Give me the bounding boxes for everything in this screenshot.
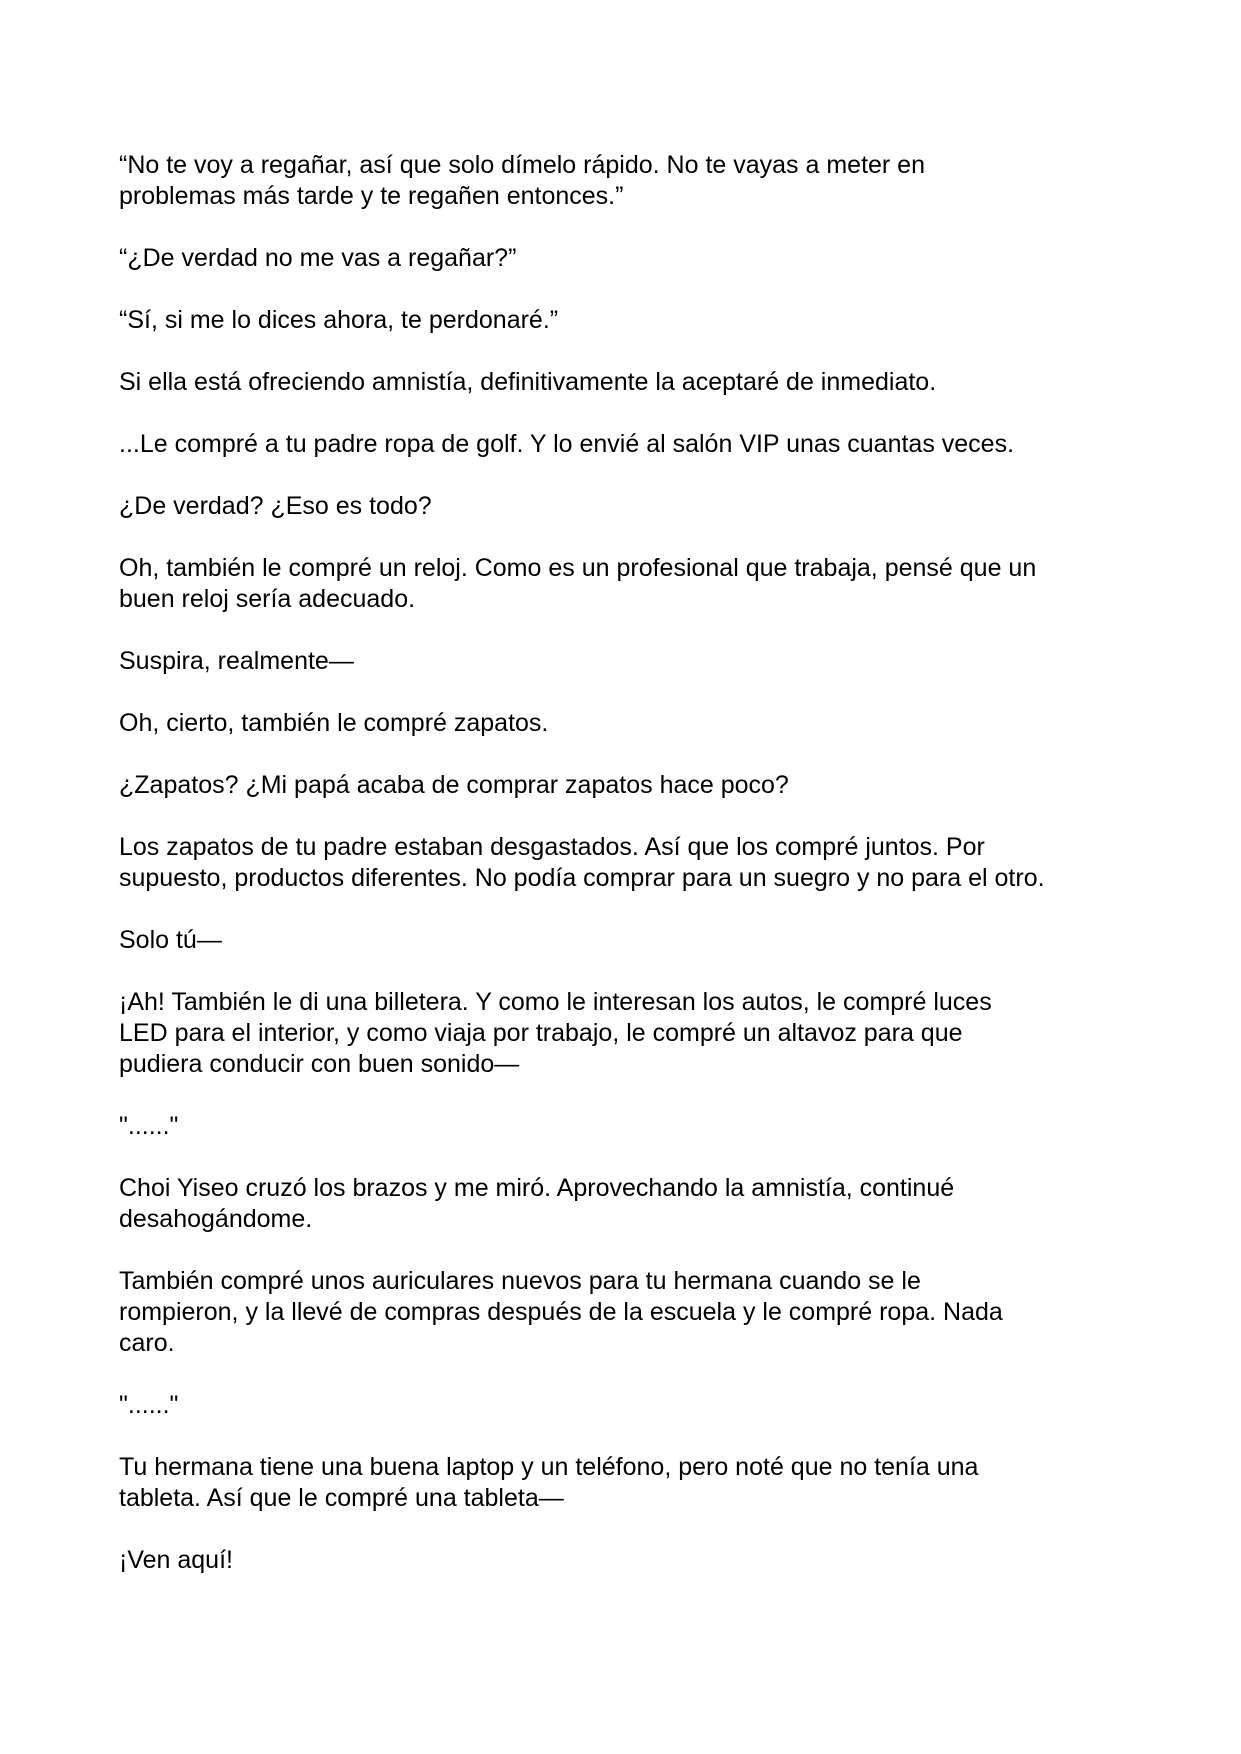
paragraph-11: Los zapatos de tu padre estaban desgastados. Así que los compré juntos. Por supuesto, productos diferentes. No podía comprar para un suegro y no para el otro.: [119, 833, 1045, 892]
paragraph-17: "......": [119, 1391, 179, 1419]
paragraph-7: Oh, también le compré un reloj. Como es un profesional que trabaja, pensé que un buen reloj sería adecuado.: [119, 554, 1037, 613]
paragraph-6: ¿De verdad? ¿Eso es todo?: [119, 492, 432, 520]
paragraph-19: ¡Ven aquí!: [119, 1546, 233, 1574]
paragraph-5: ...Le compré a tu padre ropa de golf. Y lo envié al salón VIP unas cuantas veces.: [119, 430, 1015, 458]
paragraph-4: Si ella está ofreciendo amnistía, definitivamente la aceptaré de inmediato.: [119, 368, 937, 396]
paragraph-18: Tu hermana tiene una buena laptop y un teléfono, pero noté que no tenía una tableta. Así que le compré una tableta—: [119, 1453, 979, 1512]
paragraph-16: También compré unos auriculares nuevos para tu hermana cuando se le rompieron, y la llevé de compras después de la escuela y le compré ropa. Nada caro.: [119, 1267, 1003, 1357]
paragraph-13: ¡Ah! También le di una billetera. Y como le interesan los autos, le compré luces LED para el interior, y como viaja por trabajo, le compré un altavoz para que pudiera conducir con buen sonido—: [119, 988, 992, 1078]
paragraph-12: Solo tú—: [119, 926, 222, 954]
document-body: [119, 150, 1139, 1607]
paragraph-14: "......": [119, 1112, 179, 1140]
paragraph-10: ¿Zapatos? ¿Mi papá acaba de comprar zapatos hace poco?: [119, 771, 789, 799]
paragraph-9: Oh, cierto, también le compré zapatos.: [119, 709, 549, 737]
paragraph-8: Suspira, realmente—: [119, 647, 354, 675]
paragraph-1: “No te voy a regañar, así que solo dímelo rápido. No te vayas a meter en problemas más tarde y te regañen entonces.”: [119, 151, 925, 210]
paragraph-2: “¿De verdad no me vas a regañar?”: [119, 244, 517, 272]
paragraph-3: “Sí, si me lo dices ahora, te perdonaré.”: [119, 306, 559, 334]
paragraph-15: Choi Yiseo cruzó los brazos y me miró. Aprovechando la amnistía, continué desahogándome.: [119, 1174, 955, 1233]
